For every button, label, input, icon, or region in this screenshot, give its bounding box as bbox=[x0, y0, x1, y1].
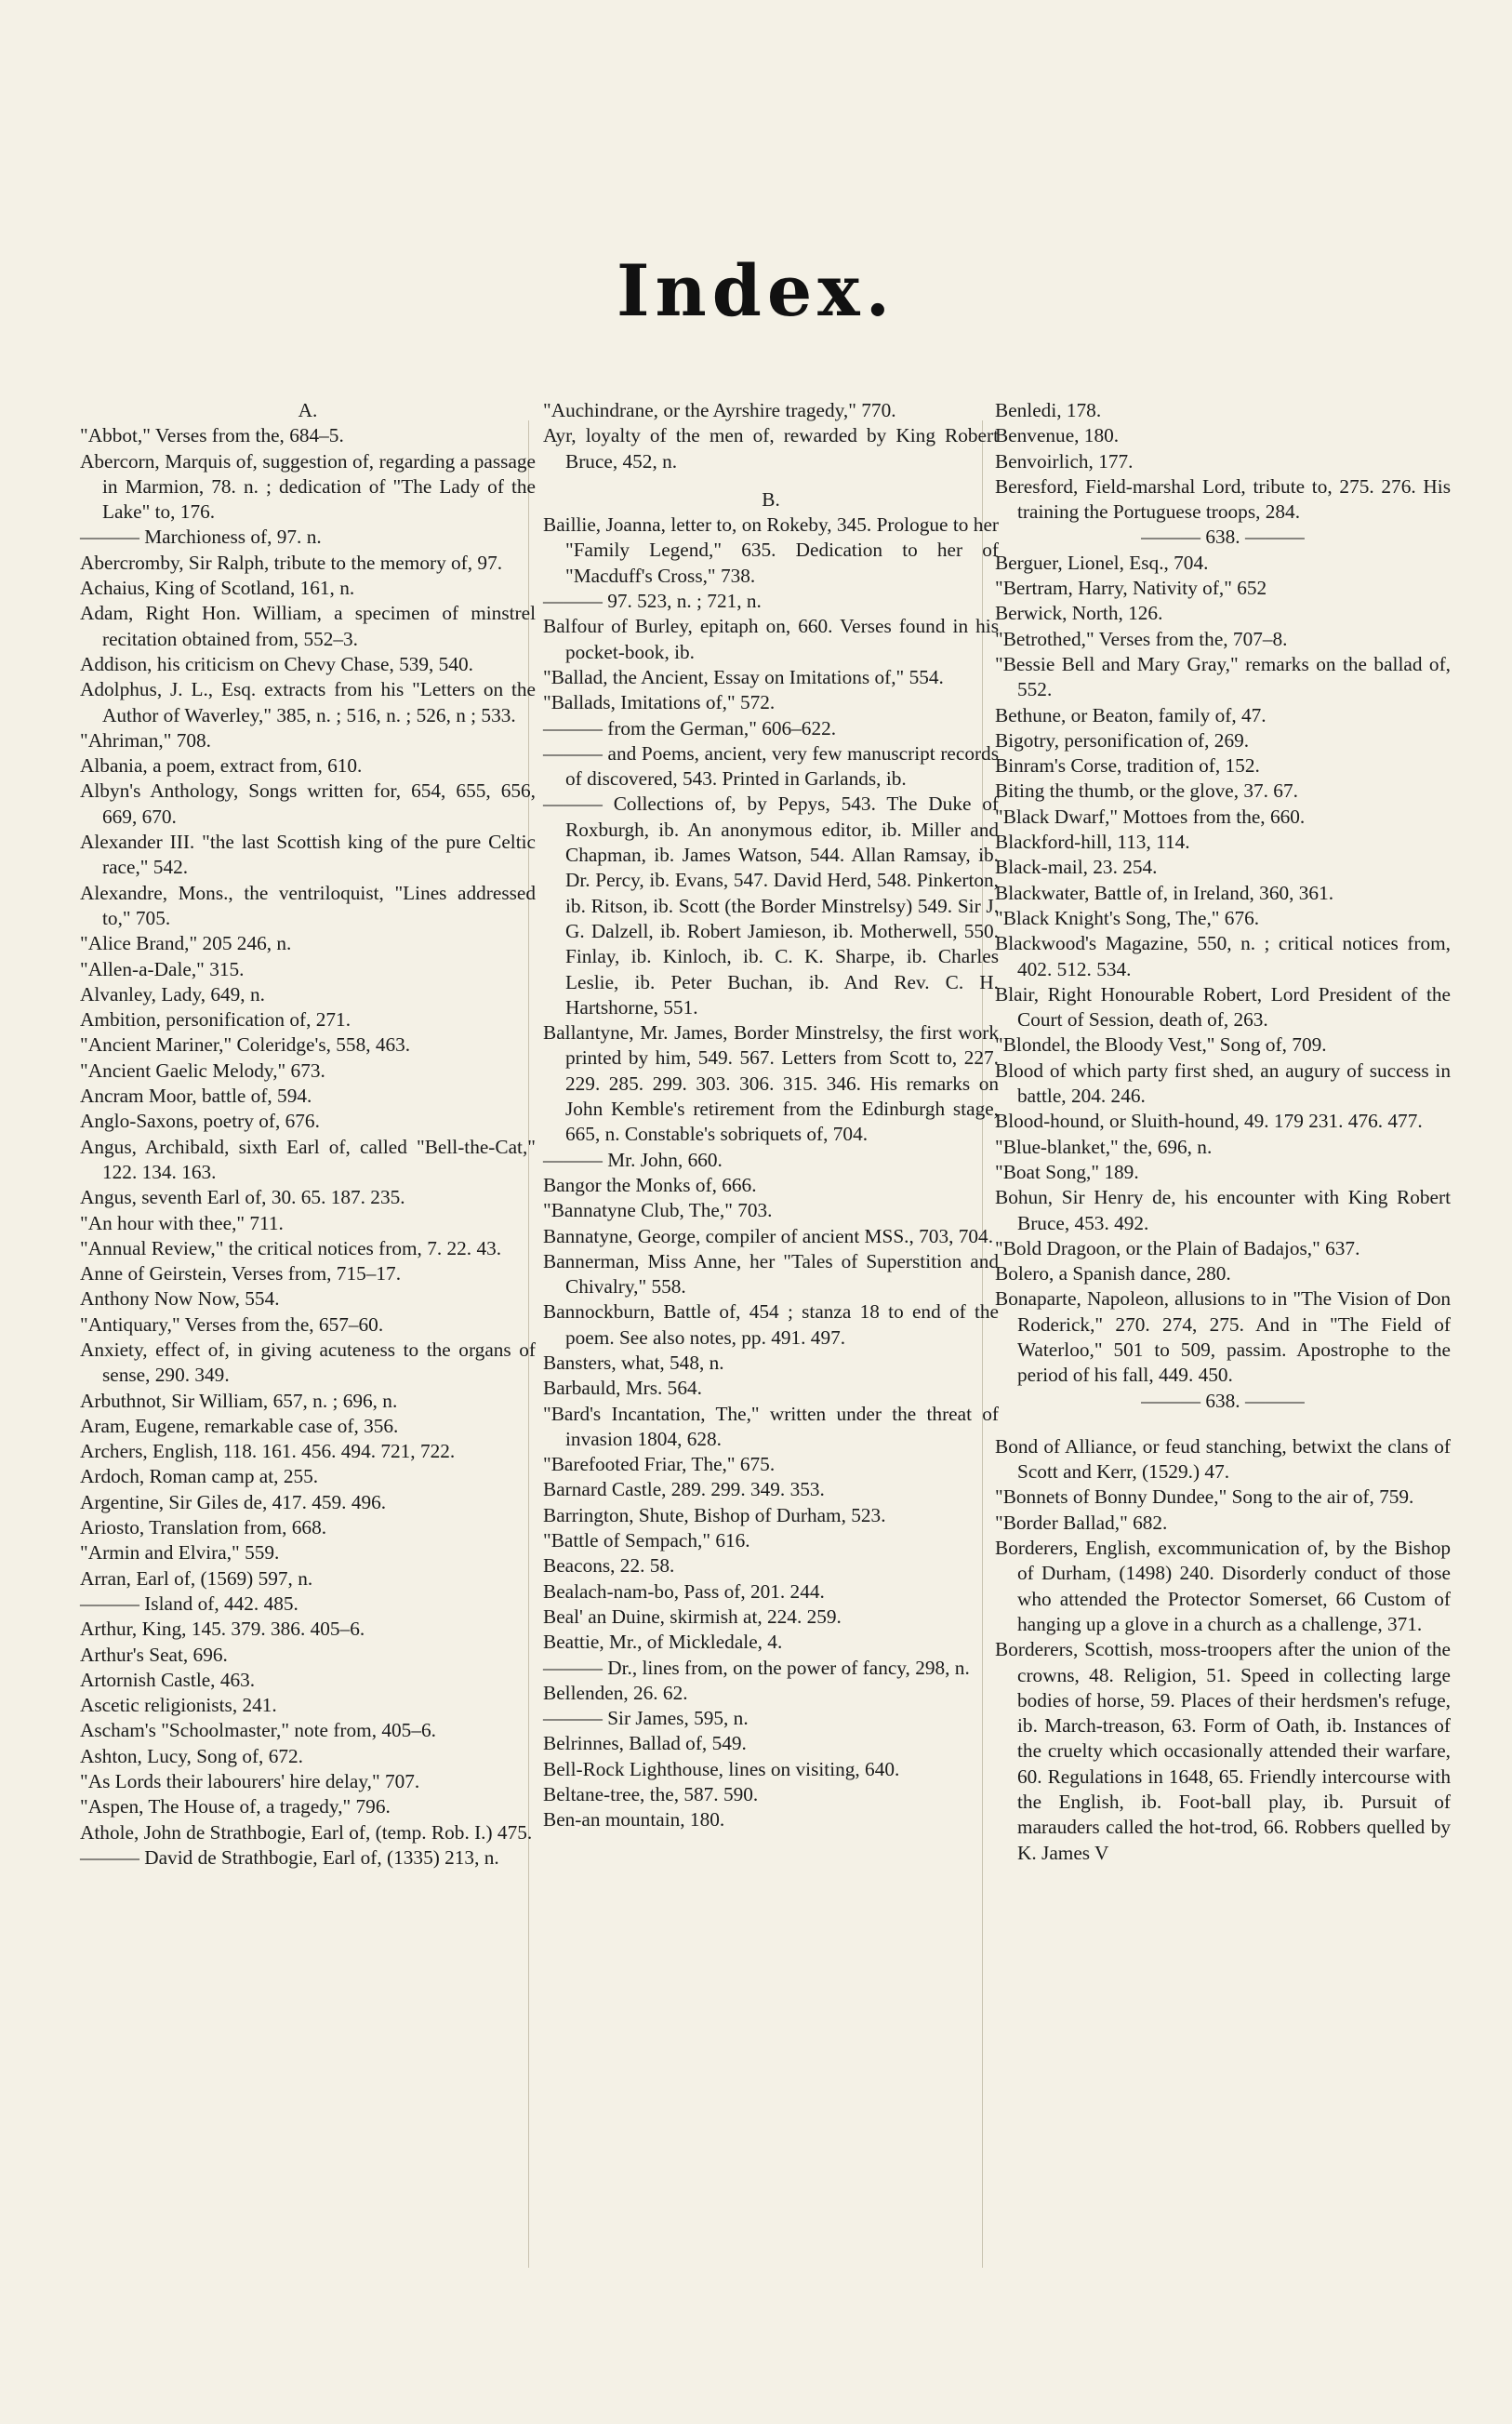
index-entry: Biting the thumb, or the glove, 37. 67. bbox=[995, 779, 1298, 803]
index-entry: Angus, Archibald, sixth Earl of, called "Bell-the-Cat," 122. 134. 163. bbox=[80, 1135, 536, 1183]
index-entry: ——— Island of, 442. 485. bbox=[80, 1592, 298, 1615]
index-entry: Barrington, Shute, Bishop of Durham, 523. bbox=[543, 1503, 886, 1526]
index-entry: Beacons, 22. 58. bbox=[543, 1554, 675, 1578]
index-entry: "An hour with thee," 711. bbox=[80, 1211, 284, 1234]
index-entry: Achaius, King of Scotland, 161, n. bbox=[80, 577, 355, 600]
index-entry: Black-mail, 23. 254. bbox=[995, 856, 1158, 879]
index-entry: Benvoirlich, 177. bbox=[995, 449, 1134, 473]
index-entry: Ambition, personification of, 271. bbox=[80, 1008, 351, 1032]
index-entry: Bell-Rock Lighthouse, lines on visiting, 640. bbox=[543, 1757, 900, 1780]
index-entry: "Aspen, The House of, a tragedy," 796. bbox=[80, 1795, 391, 1818]
index-entry: Blackford-hill, 113, 114. bbox=[995, 831, 1190, 854]
index-entry: Abercromby, Sir Ralph, tribute to the memory of, 97. bbox=[80, 551, 503, 574]
index-entry: "Blue-blanket," the, 696, n. bbox=[995, 1135, 1213, 1158]
index-entry: Bond of Alliance, or feud stanching, betwixt the clans of Scott and Kerr, (1529.) 47. bbox=[995, 1434, 1451, 1484]
index-entry: ——— Marchioness of, 97. n. bbox=[80, 526, 322, 549]
section-letter: A. bbox=[298, 399, 318, 421]
index-entry: "Bertram, Harry, Nativity of," 652 bbox=[995, 577, 1267, 600]
index-entry: "Blondel, the Bloody Vest," Song of, 709. bbox=[995, 1033, 1327, 1057]
index-entry: "Bonnets of Bonny Dundee," Song to the air of, 759. bbox=[995, 1485, 1414, 1509]
index-entry: Borderers, English, excommunication of, by the Bishop of Durham, (1498) 240. Disorderly conduct of those who attended the Protector Somerset, 66 Custom of hanging up a glove in a church as a challenge, 371. bbox=[995, 1537, 1451, 1635]
index-entry: Ardoch, Roman camp at, 255. bbox=[80, 1465, 319, 1488]
index-entry: Archers, English, 118. 161. 456. 494. 721, 722. bbox=[80, 1440, 456, 1463]
index-entry: Beltane-tree, the, 587. 590. bbox=[543, 1783, 759, 1806]
index-entry: Ballantyne, Mr. James, Border Minstrelsy, the first work printed by him, 549. 567. Letters from Scott to, 227. 229. 285. 299. 303. 306. 315. 346. His remarks on John Kemble's retirement from the Edinburgh stage, 665, n. Constable's sobriquets of, 704. bbox=[543, 1021, 999, 1146]
index-entry: "Black Dwarf," Mottoes from the, 660. bbox=[995, 805, 1306, 828]
index-entry: Bonaparte, Napoleon, allusions to in "The Vision of Don Roderick," 270. 274, 275. And in "The Field of Waterloo," 501 to 509, passim. Apostrophe to the period of his fall, 449. 450. bbox=[995, 1287, 1451, 1387]
index-entry: ——— from the German," 606–622. bbox=[543, 716, 837, 739]
index-entry: Belrinnes, Ballad of, 549. bbox=[543, 1732, 747, 1755]
index-entry: "Betrothed," Verses from the, 707–8. bbox=[995, 627, 1288, 650]
index-entry: Albyn's Anthology, Songs written for, 654, 655, 656, 669, 670. bbox=[80, 779, 536, 828]
index-entry: "Boat Song," 189. bbox=[995, 1160, 1139, 1183]
index-entry: "Ballad, the Ancient, Essay on Imitations of," 554. bbox=[543, 665, 944, 688]
index-entry: Ascham's "Schoolmaster," note from, 405–6. bbox=[80, 1719, 436, 1742]
index-entry: Bealach-nam-bo, Pass of, 201. 244. bbox=[543, 1579, 825, 1603]
index-entry: Ashton, Lucy, Song of, 672. bbox=[80, 1744, 303, 1767]
index-entry: Binram's Corse, tradition of, 152. bbox=[995, 754, 1260, 778]
index-entry: Baillie, Joanna, letter to, on Rokeby, 345. Prologue to her "Family Legend," 635. Dedication to her of "Macduff's Cross," 738. bbox=[543, 513, 999, 587]
section-letter: ——— 638. ——— bbox=[1141, 1389, 1305, 1412]
index-entry: Bethune, or Beaton, family of, 47. bbox=[995, 703, 1267, 726]
index-entry: Aram, Eugene, remarkable case of, 356. bbox=[80, 1414, 399, 1437]
index-entry: Argentine, Sir Giles de, 417. 459. 496. bbox=[80, 1490, 387, 1513]
index-entry: Ancram Moor, battle of, 594. bbox=[80, 1085, 312, 1108]
index-entry: Blood-hound, or Sluith-hound, 49. 179 231. 476. 477. bbox=[995, 1110, 1423, 1133]
index-entry: Bellenden, 26. 62. bbox=[543, 1681, 688, 1704]
index-entry: "Alice Brand," 205 246, n. bbox=[80, 932, 292, 955]
index-entry: Borderers, Scottish, moss-troopers after the union of the crowns, 48. Religion, 51. Speed in collecting large bodies of horse, 59. Places of their herdsmen's refuge, ib. March-treason, 63. Form of Oath, ib. Instances of the cruelty which occasionally attended their warfare, 60. Regulations in 1648, 65. Friendly intercourse with the English, ib. Foot-ball play, ib. Pursuit of marauders called the hot-trod, 66. Robbers quelled by K. James V bbox=[995, 1638, 1451, 1864]
index-entry: "Battle of Sempach," 616. bbox=[543, 1529, 750, 1552]
index-entry: Addison, his criticism on Chevy Chase, 539, 540. bbox=[80, 652, 473, 675]
index-column-2 bbox=[543, 398, 999, 1833]
index-column-1 bbox=[80, 398, 536, 1871]
index-entry: Arthur's Seat, 696. bbox=[80, 1643, 228, 1666]
index-column-3 bbox=[995, 398, 1451, 1866]
index-entry: Blair, Right Honourable Robert, Lord President of the Court of Session, death of, 263. bbox=[995, 982, 1451, 1032]
index-entry: Bannatyne, George, compiler of ancient MSS., 703, 704. bbox=[543, 1224, 994, 1247]
index-entry: Bolero, a Spanish dance, 280. bbox=[995, 1262, 1231, 1285]
index-entry: "Bannatyne Club, The," 703. bbox=[543, 1199, 773, 1222]
index-entry: Barnard Castle, 289. 299. 349. 353. bbox=[543, 1478, 825, 1501]
index-entry: "Armin and Elvira," 559. bbox=[80, 1541, 280, 1565]
index-entry: Anxiety, effect of, in giving acuteness to the organs of sense, 290. 349. bbox=[80, 1338, 536, 1387]
index-entry: Anne of Geirstein, Verses from, 715–17. bbox=[80, 1262, 402, 1285]
index-entry: "Bard's Incantation, The," written under the threat of invasion 1804, 628. bbox=[543, 1402, 999, 1450]
index-entry: "Annual Review," the critical notices from, 7. 22. 43. bbox=[80, 1236, 502, 1259]
index-entry: ——— Dr., lines from, on the power of fancy, 298, n. bbox=[543, 1656, 970, 1679]
index-entry: Ayr, loyalty of the men of, rewarded by King Robert Bruce, 452, n. bbox=[543, 424, 999, 473]
index-entry: Berwick, North, 126. bbox=[995, 602, 1163, 625]
index-entry: Anglo-Saxons, poetry of, 676. bbox=[80, 1110, 320, 1133]
index-entry: "Bessie Bell and Mary Gray," remarks on the ballad of, 552. bbox=[995, 652, 1451, 701]
index-entry: "Ballads, Imitations of," 572. bbox=[543, 691, 776, 714]
index-entry: Artornish Castle, 463. bbox=[80, 1668, 256, 1691]
index-entry: Bannockburn, Battle of, 454 ; stanza 18 to end of the poem. See also notes, pp. 491. 497. bbox=[543, 1300, 999, 1349]
index-entry: Adolphus, J. L., Esq. extracts from his "Letters on the Author of Waverley," 385, n. ; 516, n. ; 526, n ; 533. bbox=[80, 678, 536, 726]
index-entry: Abercorn, Marquis of, suggestion of, regarding a passage in Marmion, 78. n. ; dedication of "The Lady of the Lake" to, 176. bbox=[80, 449, 536, 524]
index-entry: Berguer, Lionel, Esq., 704. bbox=[995, 551, 1209, 574]
index-entry: "Allen-a-Dale," 315. bbox=[80, 957, 245, 980]
index-entry: Ascetic religionists, 241. bbox=[80, 1694, 277, 1717]
index-entry: Ben-an mountain, 180. bbox=[543, 1808, 725, 1831]
index-entry: ——— Mr. John, 660. bbox=[543, 1148, 723, 1171]
index-entry: Blackwood's Magazine, 550, n. ; critical notices from, 402. 512. 534. bbox=[995, 932, 1451, 980]
index-entry: Bohun, Sir Henry de, his encounter with King Robert Bruce, 453. 492. bbox=[995, 1186, 1451, 1234]
index-entry: Alexandre, Mons., the ventriloquist, "Lines addressed to," 705. bbox=[80, 881, 536, 929]
section-letter: ——— 638. ——— bbox=[1141, 526, 1305, 549]
index-entry: Athole, John de Strathbogie, Earl of, (temp. Rob. I.) 475. bbox=[80, 1820, 533, 1844]
index-entry: Alexander III. "the last Scottish king of the pure Celtic race," 542. bbox=[80, 831, 536, 879]
index-entry: Benledi, 178. bbox=[995, 399, 1102, 421]
index-entry: Albania, a poem, extract from, 610. bbox=[80, 754, 363, 778]
index-entry: "Auchindrane, or the Ayrshire tragedy," 770. bbox=[543, 399, 896, 421]
index-entry: Barbauld, Mrs. 564. bbox=[543, 1377, 702, 1400]
index-entry: "Ancient Mariner," Coleridge's, 558, 463. bbox=[80, 1033, 411, 1057]
index-entry: Beresford, Field-marshal Lord, tribute to, 275. 276. His training the Portuguese troops, 284. bbox=[995, 474, 1451, 524]
index-entry: Arthur, King, 145. 379. 386. 405–6. bbox=[80, 1618, 365, 1641]
index-entry: ——— Sir James, 595, n. bbox=[543, 1707, 749, 1730]
index-entry: Bigotry, personification of, 269. bbox=[995, 728, 1250, 752]
index-entry: "Bold Dragoon, or the Plain of Badajos," 637. bbox=[995, 1236, 1360, 1259]
index-entry: Balfour of Burley, epitaph on, 660. Verses found in his pocket-book, ib. bbox=[543, 615, 999, 663]
index-entry: Anthony Now Now, 554. bbox=[80, 1287, 280, 1311]
index-entry: Alvanley, Lady, 649, n. bbox=[80, 982, 265, 1006]
index-entry: "Black Knight's Song, The," 676. bbox=[995, 906, 1260, 929]
index-entry: Beattie, Mr., of Mickledale, 4. bbox=[543, 1631, 783, 1654]
index-entry: Beal' an Duine, skirmish at, 224. 259. bbox=[543, 1605, 842, 1628]
index-entry: "Abbot," Verses from the, 684–5. bbox=[80, 424, 344, 447]
index-entry: ——— David de Strathbogie, Earl of, (1335) 213, n. bbox=[80, 1845, 499, 1869]
index-entry: Benvenue, 180. bbox=[995, 424, 1120, 447]
index-entry: Bannerman, Miss Anne, her "Tales of Superstition and Chivalry," 558. bbox=[543, 1249, 999, 1299]
index-entry: Blackwater, Battle of, in Ireland, 360, 361. bbox=[995, 881, 1334, 904]
index-entry: "As Lords their labourers' hire delay," 707. bbox=[80, 1770, 420, 1793]
index-entry: "Ancient Gaelic Melody," 673. bbox=[80, 1059, 325, 1082]
index-entry: ——— 97. 523, n. ; 721, n. bbox=[543, 590, 762, 613]
index-entry: "Barefooted Friar, The," 675. bbox=[543, 1453, 776, 1476]
index-entry: Angus, seventh Earl of, 30. 65. 187. 235. bbox=[80, 1186, 405, 1209]
page-title: Index. bbox=[616, 249, 896, 332]
index-entry: "Ahriman," 708. bbox=[80, 728, 212, 752]
index-entry: Bangor the Monks of, 666. bbox=[543, 1173, 757, 1196]
index-entry: Ariosto, Translation from, 668. bbox=[80, 1516, 327, 1539]
index-entry: "Border Ballad," 682. bbox=[995, 1511, 1168, 1534]
index-entry: Blood of which party first shed, an augury of success in battle, 204. 246. bbox=[995, 1059, 1451, 1108]
index-entry: Adam, Right Hon. William, a specimen of minstrel recitation obtained from, 552–3. bbox=[80, 602, 536, 650]
index-entry: "Antiquary," Verses from the, 657–60. bbox=[80, 1312, 384, 1336]
index-entry: ——— Collections of, by Pepys, 543. The Duke of Roxburgh, ib. An anonymous editor, ib. Miller and Chapman, ib. James Watson, 544. Allan Ramsay, ib. Dr. Percy, ib. Evans, 547. David Herd, 548. Pinkerton, ib. Ritson, ib. Scott (the Border Minstrelsy) 549. Sir J. G. Dalzell, ib. Robert Jamieson, ib. Motherwell, 550. Finlay, ib. Kinloch, ib. C. K. Sharpe, ib. Charles Leslie, ib. Peter Buchan, ib. And Rev. C. H. Hartshorne, 551. bbox=[543, 792, 999, 1019]
index-entry: ——— and Poems, ancient, very few manuscript records of discovered, 543. Printed in Garlands, ib. bbox=[543, 741, 999, 791]
index-entry: Arbuthnot, Sir William, 657, n. ; 696, n. bbox=[80, 1389, 398, 1412]
section-letter: B. bbox=[762, 487, 780, 511]
index-entry: Bansters, what, 548, n. bbox=[543, 1351, 724, 1374]
index-entry: Arran, Earl of, (1569) 597, n. bbox=[80, 1566, 313, 1590]
